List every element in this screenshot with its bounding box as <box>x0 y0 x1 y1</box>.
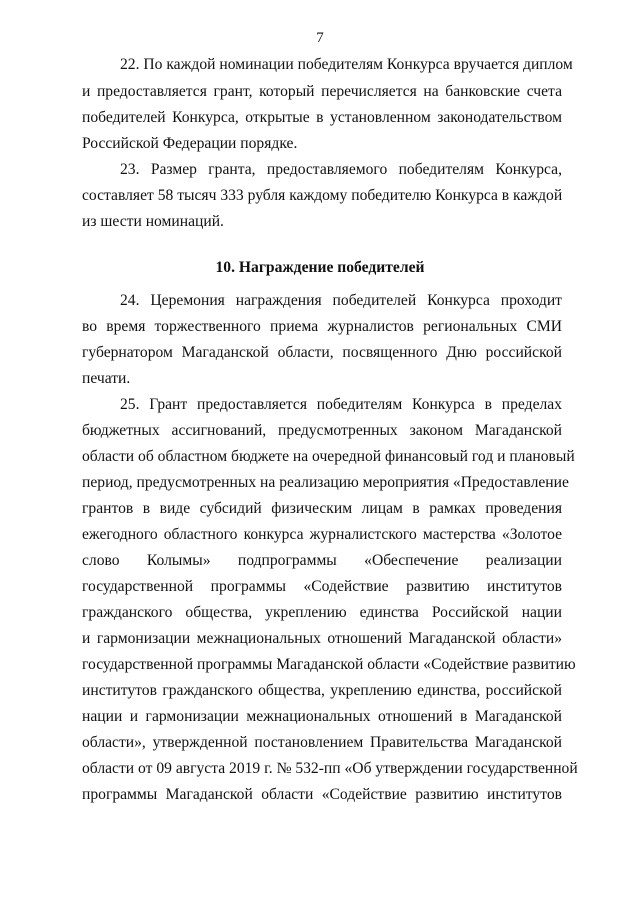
paragraph-25-line-7: слово Колымы» подпрограммы «Обеспечение реализации <box>82 552 562 569</box>
paragraph-25-line-13: нации и гармонизации межнациональных отношений в Магаданской <box>82 708 562 725</box>
paragraph-23-line-2: составляет 58 тысяч 333 рубля каждому победителю Конкурса в каждой <box>82 187 563 204</box>
paragraph-25-line-16: программы Магаданской области «Содействие развитию институтов <box>82 786 562 803</box>
paragraph-25-line-11: государственной программы Магаданской области «Содействие развитию <box>82 656 576 673</box>
page-number: 7 <box>316 30 324 46</box>
paragraph-25-line-9: гражданского общества, укреплению единства Российской нации <box>82 604 562 621</box>
paragraph-23-line-1: 23. Размер гранта, предоставляемого победителям Конкурса, <box>120 161 562 178</box>
paragraph-25-line-2: бюджетных ассигнований, предусмотренных законом Магаданской <box>82 422 562 439</box>
paragraph-25-line-12: институтов гражданского общества, укреплению единства, российской <box>82 682 562 699</box>
section-heading: 10. Награждение победителей <box>215 259 425 276</box>
paragraph-24-line-1: 24. Церемония награждения победителей Конкурса проходит <box>120 292 562 309</box>
paragraph-25-line-5: грантов в виде субсидий физическим лицам в рамках проведения <box>82 500 562 517</box>
paragraph-25-line-1: 25. Грант предоставляется победителям Конкурса в пределах <box>120 396 562 413</box>
paragraph-25-line-8: государственной программы «Содействие развитию институтов <box>82 578 562 595</box>
paragraph-24-line-4: печати. <box>82 370 131 387</box>
paragraph-23-line-3: из шести номинаций. <box>82 213 224 230</box>
paragraph-25-line-4: период, предусмотренных на реализацию мероприятия «Предоставление <box>82 474 569 491</box>
paragraph-24-line-3: губернатором Магаданской области, посвященного Дню российской <box>82 344 562 361</box>
paragraph-25-line-3: области об областном бюджете на очередной финансовый год и плановый <box>82 448 575 465</box>
paragraph-25-line-10: и гармонизации межнациональных отношений Магаданской области» <box>82 630 562 647</box>
paragraph-22-line-1: 22. По каждой номинации победителям Конкурса вручается диплом <box>120 56 573 73</box>
paragraph-22-line-4: Российской Федерации порядке. <box>82 135 298 152</box>
paragraph-25-line-15: области от 09 августа 2019 г. № 532-пп «Об утверждении государственной <box>82 760 578 777</box>
paragraph-25-line-14: области», утвержденной постановлением Правительства Магаданской <box>82 734 562 751</box>
paragraph-25-line-6: ежегодного областного конкурса журналистского мастерства «Золотое <box>82 526 562 543</box>
paragraph-24-line-2: во время торжественного приема журналистов региональных СМИ <box>82 318 562 335</box>
paragraph-22-line-3: победителей Конкурса, открытые в установленном законодательством <box>82 109 562 126</box>
paragraph-22-line-2: и предоставляется грант, который перечисляется на банковские счета <box>82 83 562 100</box>
